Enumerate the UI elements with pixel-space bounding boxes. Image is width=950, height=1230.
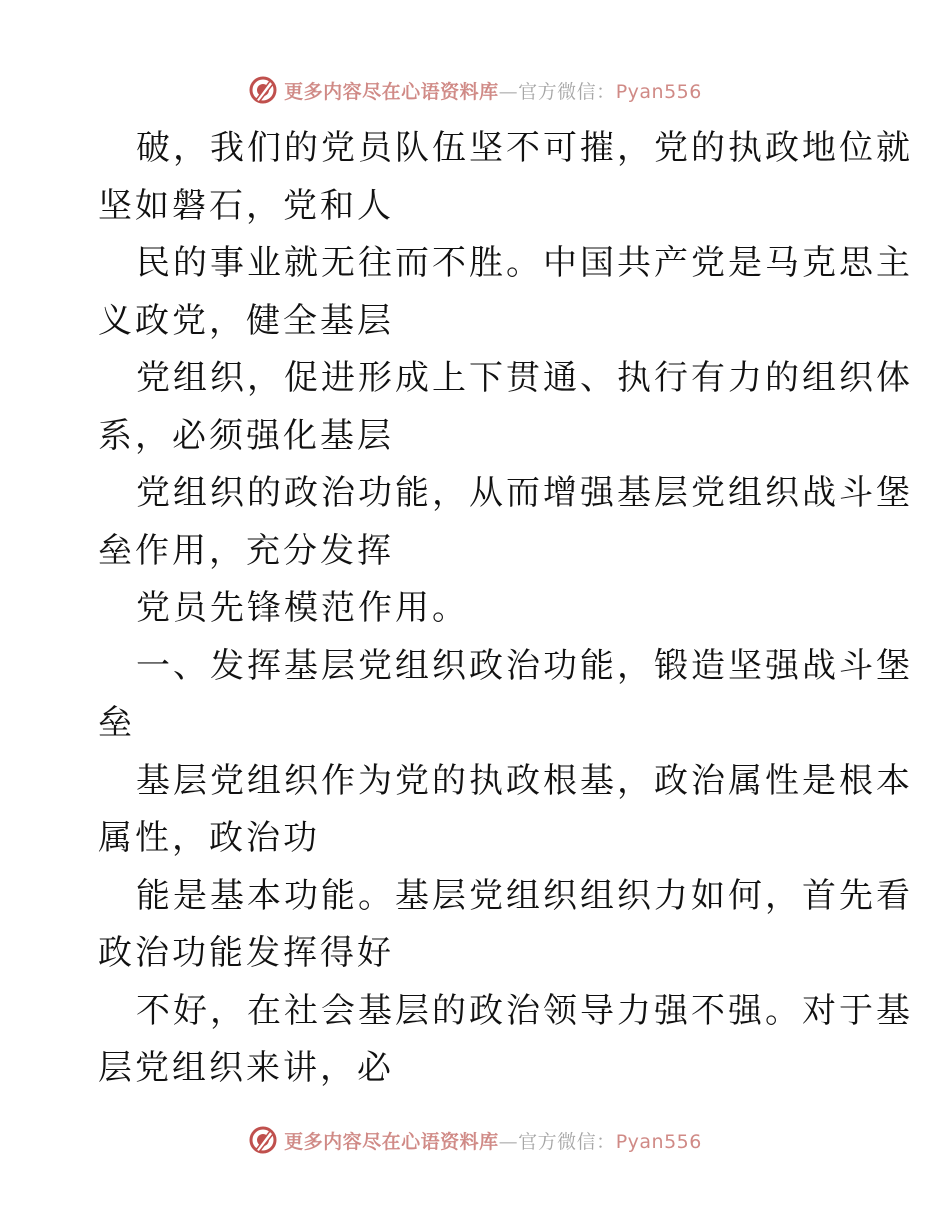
text-line: 垒 (98, 703, 135, 743)
pen-logo-icon (248, 75, 278, 105)
footer-wechat-id: Pyan556 (615, 1130, 702, 1153)
text-line: 政治功能发挥得好 (98, 933, 394, 973)
text-line: 系，必须强化基层 (98, 415, 394, 456)
header-wechat-label: 官方微信： (518, 80, 616, 103)
text-line: 能是基本功能。基层党组织组织力如何，首先看 (136, 875, 913, 916)
text-line: 党组织的政治功能，从而增强基层党组织战斗堡 (136, 473, 913, 513)
footer-banner-text (284, 1127, 702, 1154)
footer-brand: 更多内容尽在心语资料库 (284, 1130, 499, 1153)
text-line: 层党组织来讲，必 (98, 1048, 394, 1088)
text-line: 破，我们的党员队伍坚不可摧，党的执政地位就 (136, 128, 913, 168)
pen-logo-icon (248, 1125, 278, 1155)
document-body (98, 120, 913, 1098)
text-line: 属性，政治功 (98, 818, 320, 858)
text-line: 党员先锋模范作用。 (136, 588, 469, 628)
text-line: 党组织，促进形成上下贯通、执行有力的组织体 (136, 358, 913, 398)
header-banner (0, 72, 950, 108)
footer-wechat-label: 官方微信： (518, 1130, 616, 1153)
header-brand: 更多内容尽在心语资料库 (284, 80, 499, 103)
footer-banner (0, 1122, 950, 1158)
text-line: 民的事业就无往而不胜。中国共产党是马克思主 (136, 243, 913, 283)
text-line: 垒作用，充分发挥 (98, 530, 394, 571)
header-separator: — (498, 80, 519, 103)
text-line: 不好，在社会基层的政治领导力强不强。对于基 (136, 990, 913, 1031)
header-banner-text (284, 77, 702, 104)
text-line: 义政党，健全基层 (98, 300, 394, 341)
header-wechat-id: Pyan556 (615, 80, 702, 103)
text-line: 基层党组织作为党的执政根基，政治属性是根本 (136, 760, 913, 801)
footer-separator: — (498, 1130, 519, 1153)
text-line: 坚如磐石，党和人 (98, 185, 394, 226)
text-line: 一、发挥基层党组织政治功能，锻造坚强战斗堡 (136, 645, 913, 686)
